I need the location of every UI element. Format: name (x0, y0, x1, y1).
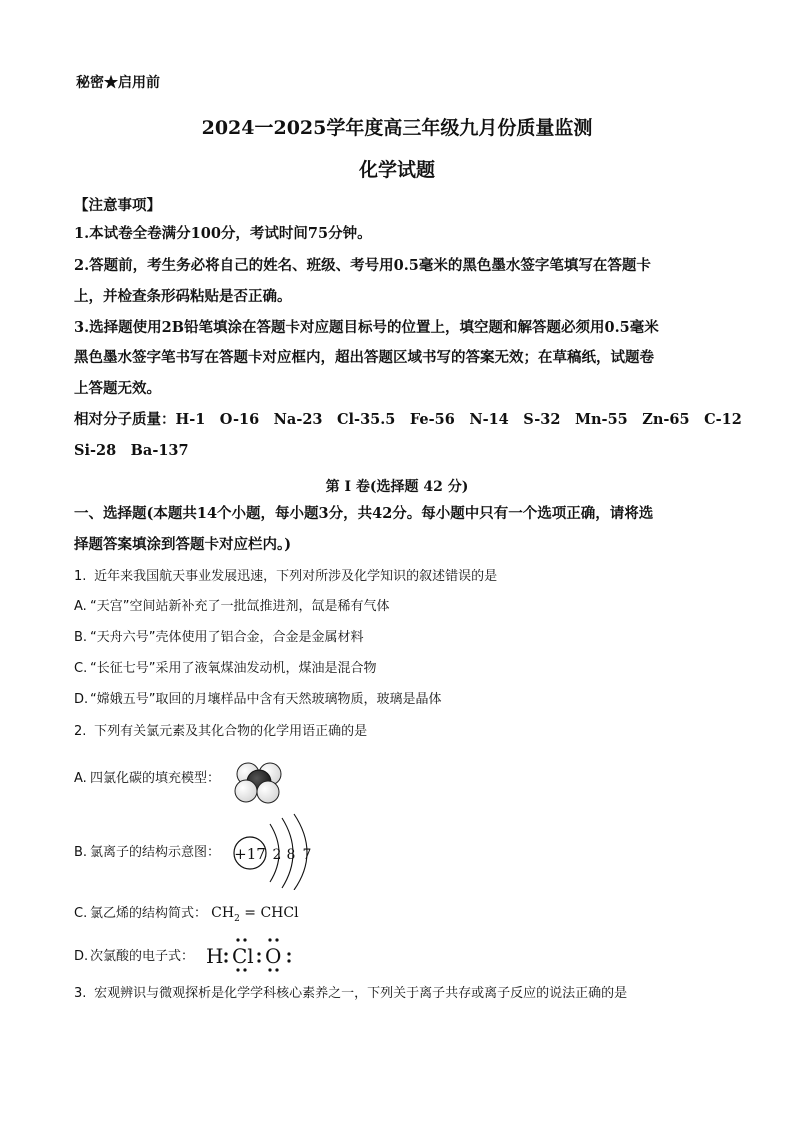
section-instruction: 择题答案填涂到答题卡对应栏内。) (74, 536, 292, 553)
question-3-stem: 3. 宏观辨识与微观探析是化学学科核心素养之一，下列关于离子共存或离子反应的说法正确的是 (74, 986, 628, 1001)
ccl4-space-filling-model (228, 760, 290, 806)
relative-mass-line: 相对分子质量：H-1 O-16 Na-23 Cl-35.5 Fe-56 N-14 S-32 Mn-55 Zn-65 C-12 (74, 411, 742, 428)
notice-line: 上，并检查条形码粘贴是否正确。 (74, 288, 292, 305)
subject-title: 化学试题 (358, 159, 435, 181)
notice-line: 3.选择题使用2B铅笔填涂在答题卡对应题目标号的位置上，填空题和解答题必须用0.5毫米 (74, 319, 659, 336)
part1-title: 第 I 卷(选择题 42 分) (325, 479, 469, 495)
question-2-option-c: C. 氯乙烯的结构简式： $CH_2$ = CHCl (74, 905, 299, 924)
shell-electrons: 2 (272, 847, 282, 863)
notice-line: 上答题无效。 (74, 380, 161, 397)
question-1-option-a: A. “天宫”空间站新补充了一批氙推进剂，氙是稀有气体 (74, 599, 390, 614)
nucleus-charge: +17 (234, 845, 266, 863)
vinyl-chloride-formula: $CH_2$ = CHCl (211, 905, 299, 924)
shell-electrons: 7 (302, 847, 312, 863)
question-1-stem: 1. 近年来我国航天事业发展迅速，下列对所涉及化学知识的叙述错误的是 (74, 569, 498, 584)
question-2-option-d: D. 次氯酸的电子式： (74, 949, 195, 964)
question-1-option-b: B. “天舟六号”壳体使用了铝合金，合金是金属材料 (74, 630, 364, 645)
chloride-ion-structure-diagram (228, 808, 320, 890)
question-2-stem: 2. 下列有关氯元素及其化合物的化学用语正确的是 (74, 724, 368, 739)
hydrogen-symbol: H (206, 944, 224, 968)
shell-electrons: 8 (286, 847, 296, 863)
exam-title: 2024一2025学年度高三年级九月份质量监测 (201, 117, 593, 139)
question-1-option-c: C. “长征七号”采用了液氧煤油发动机，煤油是混合物 (74, 661, 377, 676)
notice-line: 2.答题前，考生务必将自己的姓名、班级、考号用0.5毫米的黑色墨水签字笔填写在答题卡 (74, 257, 651, 274)
chlorine-symbol: Cl (232, 944, 254, 968)
oxygen-symbol: O (265, 944, 282, 968)
notice-heading: 【注意事项】 (74, 197, 161, 214)
notice-line: 1.本试卷全卷满分100分，考试时间75分钟。 (74, 225, 372, 242)
confidential-label: 秘密★启用前 (76, 75, 160, 91)
hclo-electron-formula (202, 934, 302, 974)
question-2-option-b: B. 氯离子的结构示意图： (74, 845, 221, 860)
question-2-option-a: A. 四氯化碳的填充模型： (74, 771, 221, 786)
question-1-option-d: D. “嫦娥五号”取回的月壤样品中含有天然玻璃物质，玻璃是晶体 (74, 692, 442, 707)
relative-mass-line: Si-28 Ba-137 (74, 442, 189, 459)
notice-line: 黑色墨水签字笔书写在答题卡对应框内，超出答题区域书写的答案无效；在草稿纸，试题卷 (74, 349, 654, 366)
section-instruction: 一、选择题(本题共14个小题，每小题3分，共42分。每小题中只有一个选项正确，请将选 (74, 505, 654, 522)
